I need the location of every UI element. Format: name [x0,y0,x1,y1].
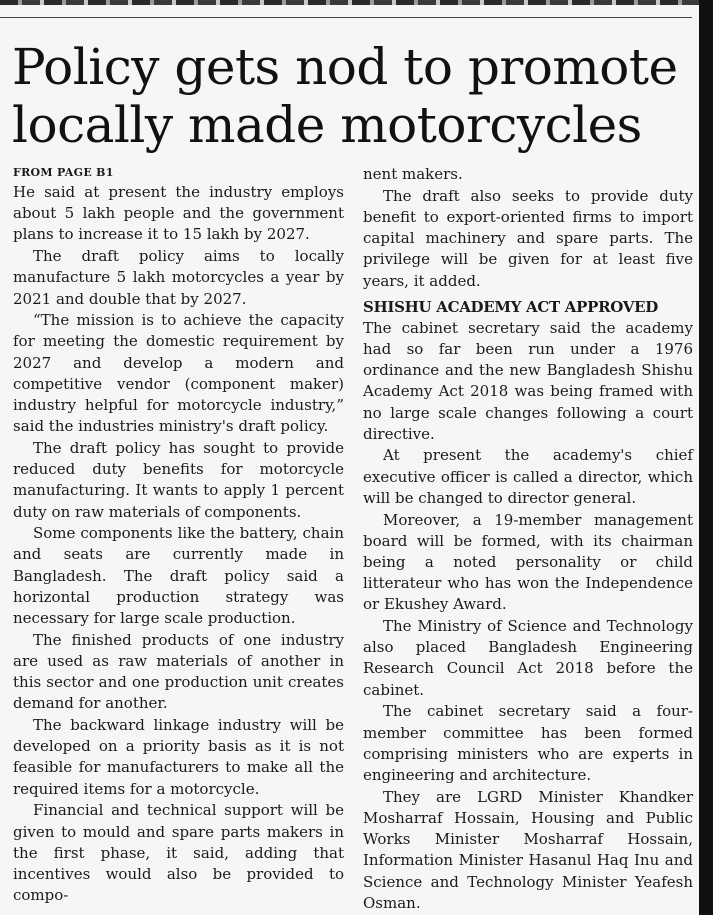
left-paragraph-5: Some components like the battery, chain and seats are currently made in Bangladesh. The draft policy said a horizontal production strategy was necessary for large scale production. [13,524,344,628]
left-paragraph-6: The finished products of one industry are used as raw materials of another in this sector and one production unit creates demand for another. [13,630,344,713]
left-paragraph-2: The draft policy aims to locally manufacture 5 lakh motorcycles a year by 2021 and double that by 2027. [13,247,344,308]
right-paragraph-2: The cabinet secretary said the academy had so far been run under a 1976 ordinance and the new Bangladesh Shishu Academy Act 2018 was being framed with no large scale changes following a court directive. [363,318,693,443]
header-rule [0,17,692,18]
left-paragraph-1: He said at present the industry employs about 5 lakh people and the government plans to increase it to 15 lakh by 2027. [13,183,344,244]
right-paragraph-1: The draft also seeks to provide duty benefit to export-oriented firms to import capital machinery and spare parts. The privilege will be given for at least five years, it added. [363,186,693,290]
right-paragraph-3: At present the academy's chief executive officer is called a director, which will be changed to director general. [363,446,693,507]
right-paragraph-6: The cabinet secretary said a four-member committee has been formed comprising ministers who are experts in engineering and architecture. [363,702,693,784]
right-paragraph-5: The Ministry of Science and Technology also placed Bangladesh Engineering Research Council Act 2018 before the cabinet. [363,617,693,699]
right-paragraph-4: Moreover, a 19-member management board will be formed, with its chairman being a noted personality or child litterateur who has won the Independence or Ekushey Award. [363,510,693,614]
right-column [363,164,693,914]
headline: Policy gets nod to promote locally made motorcycles [12,38,678,154]
left-paragraph-7: The backward linkage industry will be developed on a priority basis as it is not feasible for manufacturers to make all the required items for a motorcycle. [13,716,344,798]
subheading: SHISHU ACADEMY ACT APPROVED [363,297,658,316]
right-paragraph-7: They are LGRD Minister Khandker Mosharraf Hossain, Housing and Public Works Minister Mosharraf Hossain, Information Minister Hasanul Haq Inu and Science and Technology Minister Yeafesh Osman. [363,787,693,912]
left-paragraph-3: “The mission is to achieve the capacity for meeting the domestic requirement by 2027 and develop a modern and competitive vendor (component maker) industry helpful for motorcycle industry,” said the industries ministry's draft policy. [13,311,344,436]
left-column [13,164,344,906]
left-paragraph-4: The draft policy has sought to provide reduced duty benefits for motorcycle manufacturing. It wants to apply 1 percent duty on raw materials of components. [13,438,344,521]
left-paragraph-8: Financial and technical support will be given to mould and spare parts makers in the first phase, it said, adding that incentives would also be provided to compo- [13,801,344,905]
right-continuation: nent makers. [363,165,463,183]
top-border-strip [0,0,713,5]
page-edge [699,0,713,915]
from-page-label: FROM PAGE B1 [13,166,114,179]
